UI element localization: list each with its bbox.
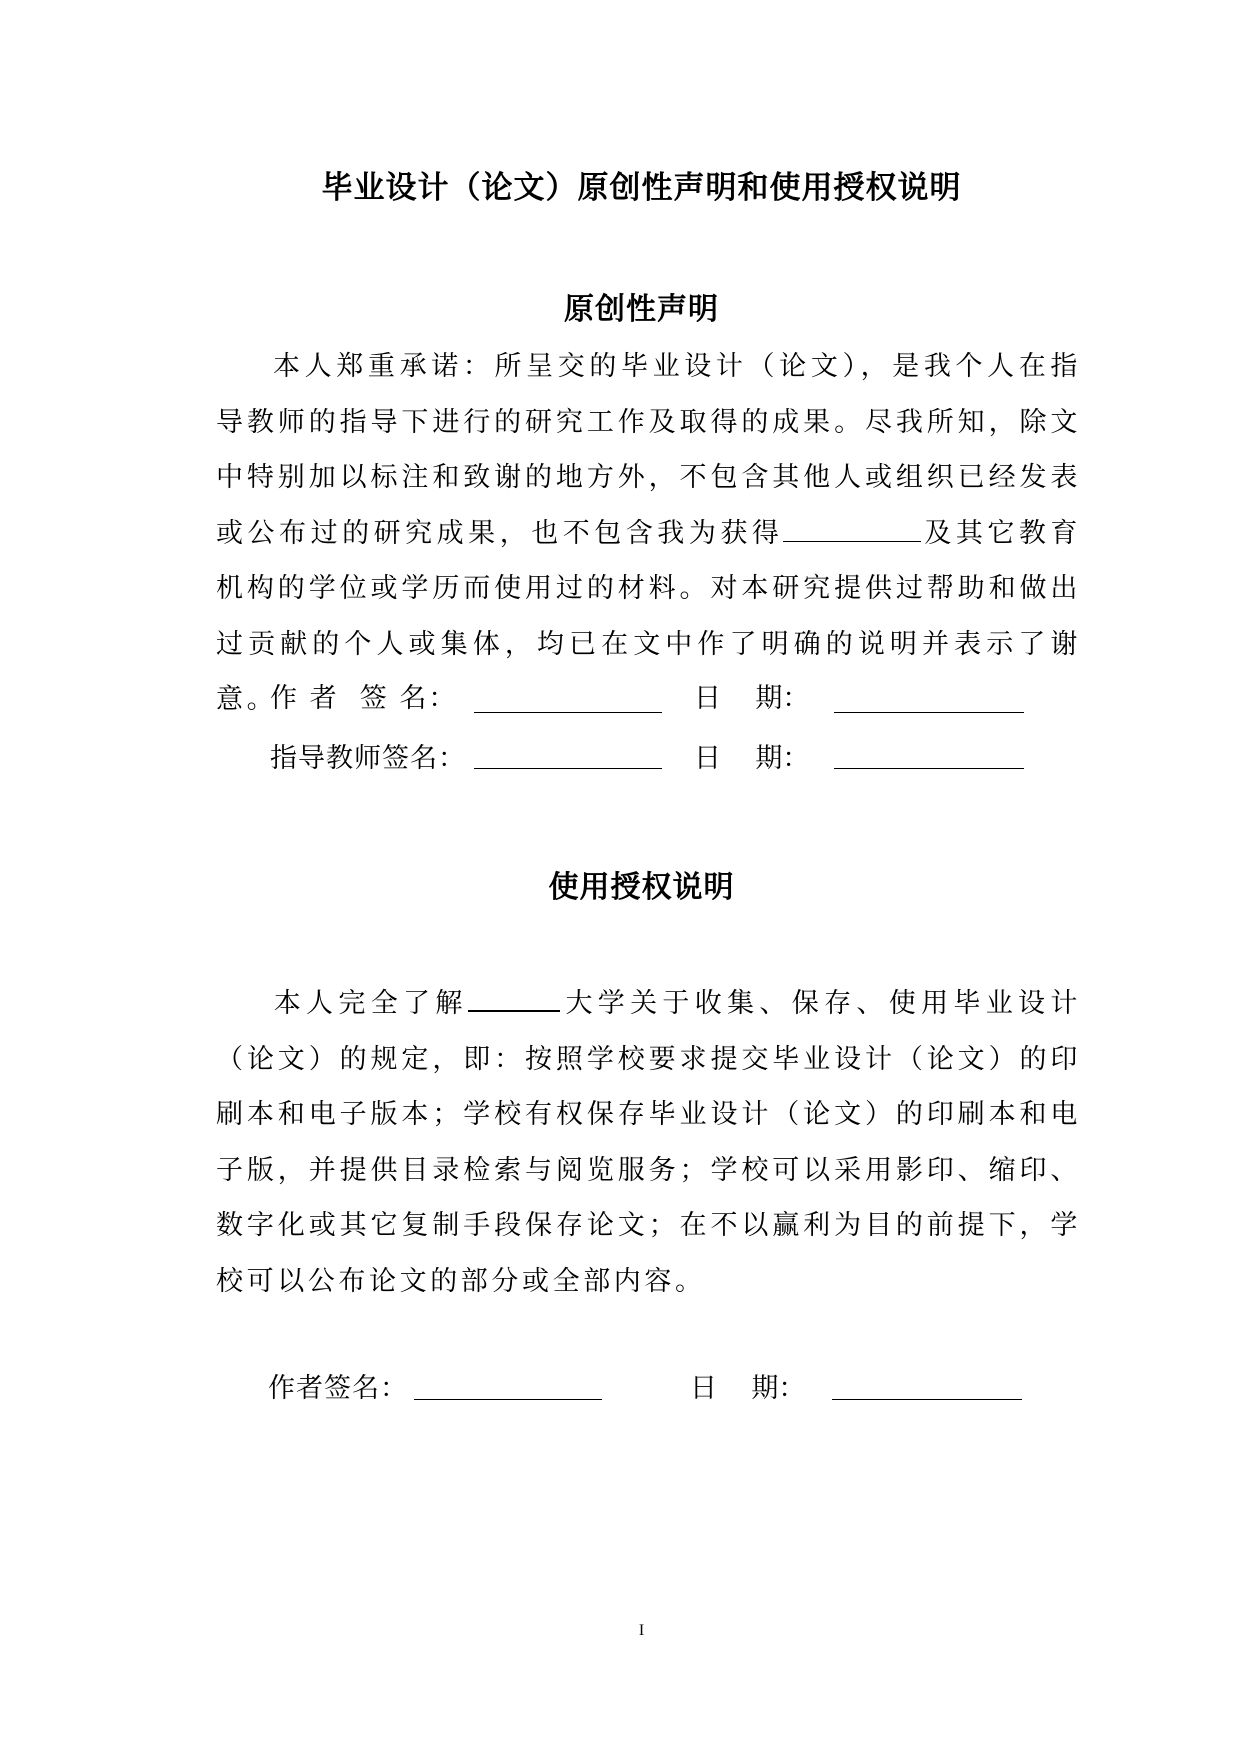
- advisor-date-line[interactable]: [834, 768, 1024, 769]
- authorization-text-part1: 本人完全了解: [272, 988, 468, 1019]
- originality-heading: 原创性声明: [564, 292, 719, 327]
- author-signature-label: 作 者 签 名：: [270, 683, 458, 714]
- authorization-text-part2: 大学关于收集、保存、使用毕业设计（论文）的规定，即：按照学校要求提交毕业设计（论文）的印刷本和电子版本；学校有权保存毕业设计（论文）的印刷本和电子版，并提供目录检索与阅览服务；学校可以采用影印、缩印、数字化或其它复制手段保存论文；在不以赢利为目的前提下，学校可以公布论文的部分或全部内容。: [216, 988, 1081, 1297]
- originality-text-part1: 本人郑重承诺：所呈交的毕业设计（论文），是我个人在指导教师的指导下进行的研究工作及取得的成果。尽我所知，除文中特别加以标注和致谢的地方外，不包含其他人或组织已经发表或公布过的研究成果，也不包含我为获得: [216, 351, 1081, 549]
- author-date-label: 日 期：: [694, 683, 810, 714]
- advisor-signature-label: 指导教师签名：: [270, 743, 466, 774]
- author-signature-line[interactable]: [474, 712, 662, 713]
- page-number: I: [638, 1622, 645, 1639]
- authorization-heading: 使用授权说明: [548, 870, 735, 905]
- originality-paragraph: [216, 339, 1081, 728]
- authorization-date-label: 日 期：: [690, 1373, 806, 1404]
- authorization-date-line[interactable]: [832, 1399, 1022, 1400]
- advisor-signature-line[interactable]: [474, 768, 662, 769]
- advisor-date-label: 日 期：: [694, 743, 810, 774]
- institution-blank[interactable]: [783, 517, 921, 542]
- document-main-title: 毕业设计（论文）原创性声明和使用授权说明: [321, 170, 962, 206]
- authorization-paragraph: [216, 976, 1081, 1309]
- originality-text-part2: 及其它教育机构的学位或学历而使用过的材料。对本研究提供过帮助和做出过贡献的个人或集体，均已在文中作了明确的说明并表示了谢意。: [216, 517, 1081, 715]
- authorization-author-signature-label: 作者签名：: [268, 1373, 408, 1404]
- authorization-author-signature-line[interactable]: [414, 1399, 602, 1400]
- author-date-line[interactable]: [834, 712, 1024, 713]
- university-blank[interactable]: [468, 986, 560, 1012]
